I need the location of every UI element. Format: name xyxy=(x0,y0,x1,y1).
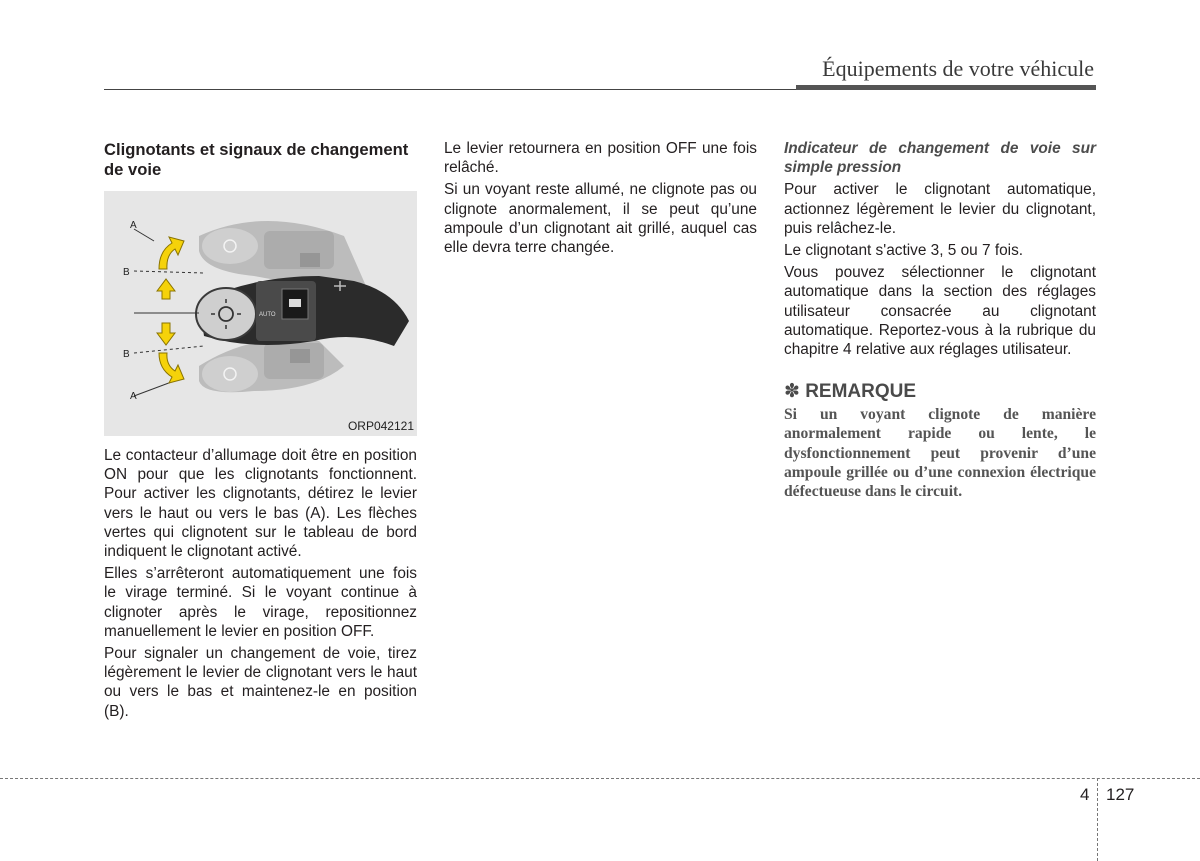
chapter-number: 4 xyxy=(1080,785,1090,804)
column-1-body xyxy=(104,446,417,724)
column-2-body xyxy=(444,139,757,260)
label-a-bottom: A xyxy=(130,391,137,402)
arrow-down-icon xyxy=(157,323,175,345)
arrow-up-icon xyxy=(157,279,175,299)
leader-a-top xyxy=(134,229,154,241)
label-a-top: A xyxy=(130,220,137,231)
paragraph: Le levier retournera en position OFF une fois relâché. xyxy=(444,140,757,177)
paragraph: Pour signaler un changement de voie, tirez légèrement le levier de clignotant vers le haut ou vers le bas et maintenez-le en position (B). xyxy=(104,645,417,720)
label-b-bottom: B xyxy=(123,349,130,360)
section-title: Clignotants et signaux de changement de voie xyxy=(104,140,409,179)
curved-arrow-up-icon xyxy=(159,237,184,269)
column-3-body xyxy=(784,139,1096,504)
remarque-heading: ✽ REMARQUE xyxy=(784,381,917,403)
page-number: 127 xyxy=(1106,785,1135,804)
subsection-title: Indicateur de changement de voie sur simple pression xyxy=(784,140,1096,177)
ghost-lever-up xyxy=(199,221,366,286)
paragraph: Le clignotant s'active 3, 5 ou 7 fois. xyxy=(784,242,1024,260)
figure-code: ORP042121 xyxy=(347,419,414,433)
remarque-body: Si un voyant clignote de manière anormalement rapide ou lente, le dysfonctionnement peut provenir d’une ampoule grillée ou d’une connexion électrique défectueuse dans le circuit. xyxy=(784,406,1096,501)
header-accent-bar xyxy=(796,85,1096,90)
turn-signal-lever-figure xyxy=(104,191,417,436)
main-lever xyxy=(196,276,409,346)
guide-line-b-bottom xyxy=(134,346,204,353)
paragraph: Le contacteur d’allumage doit être en position ON pour que les clignotants fonctionnent. Pour activer les clignotants, détirez le levier vers le haut ou vers le bas (A). Les flèches vertes qui clignotent sur le tableau de bord indiquent le clignotant activé. xyxy=(104,447,417,561)
auto-label: AUTO xyxy=(259,312,276,318)
footer-divider xyxy=(1097,778,1098,861)
paragraph: Pour activer le clignotant automatique, actionnez légèrement le levier du clignotant, puis relâchez-le. xyxy=(784,181,1096,237)
ghost-lever-down xyxy=(199,339,344,392)
footer-rule xyxy=(0,778,1200,779)
guide-line-b-top xyxy=(134,271,204,273)
curved-arrow-down-icon xyxy=(159,353,184,383)
running-header: Équipements de votre véhicule xyxy=(822,56,1094,81)
paragraph: Elles s’arrêteront automatiquement une fois le virage terminé. Si le voyant continue à clignoter après le virage, repositionnez manuellement le levier en position OFF. xyxy=(104,565,417,640)
lever-illustration xyxy=(104,191,417,436)
paragraph: Si un voyant reste allumé, ne clignote pas ou clignote anormalement, il se peut qu’une ampoule d’un clignotant ait grillé, auquel cas elle devra terre changée. xyxy=(444,181,757,257)
leader-a-bottom xyxy=(134,381,174,396)
label-b-top: B xyxy=(123,267,130,278)
paragraph: Vous pouvez sélectionner le clignotant automatique dans la section des réglages utilisateur consacrée au clignotant automatique. Reportez-vous à la rubrique du chapitre 4 relative aux réglages utilisateur. xyxy=(784,264,1096,359)
